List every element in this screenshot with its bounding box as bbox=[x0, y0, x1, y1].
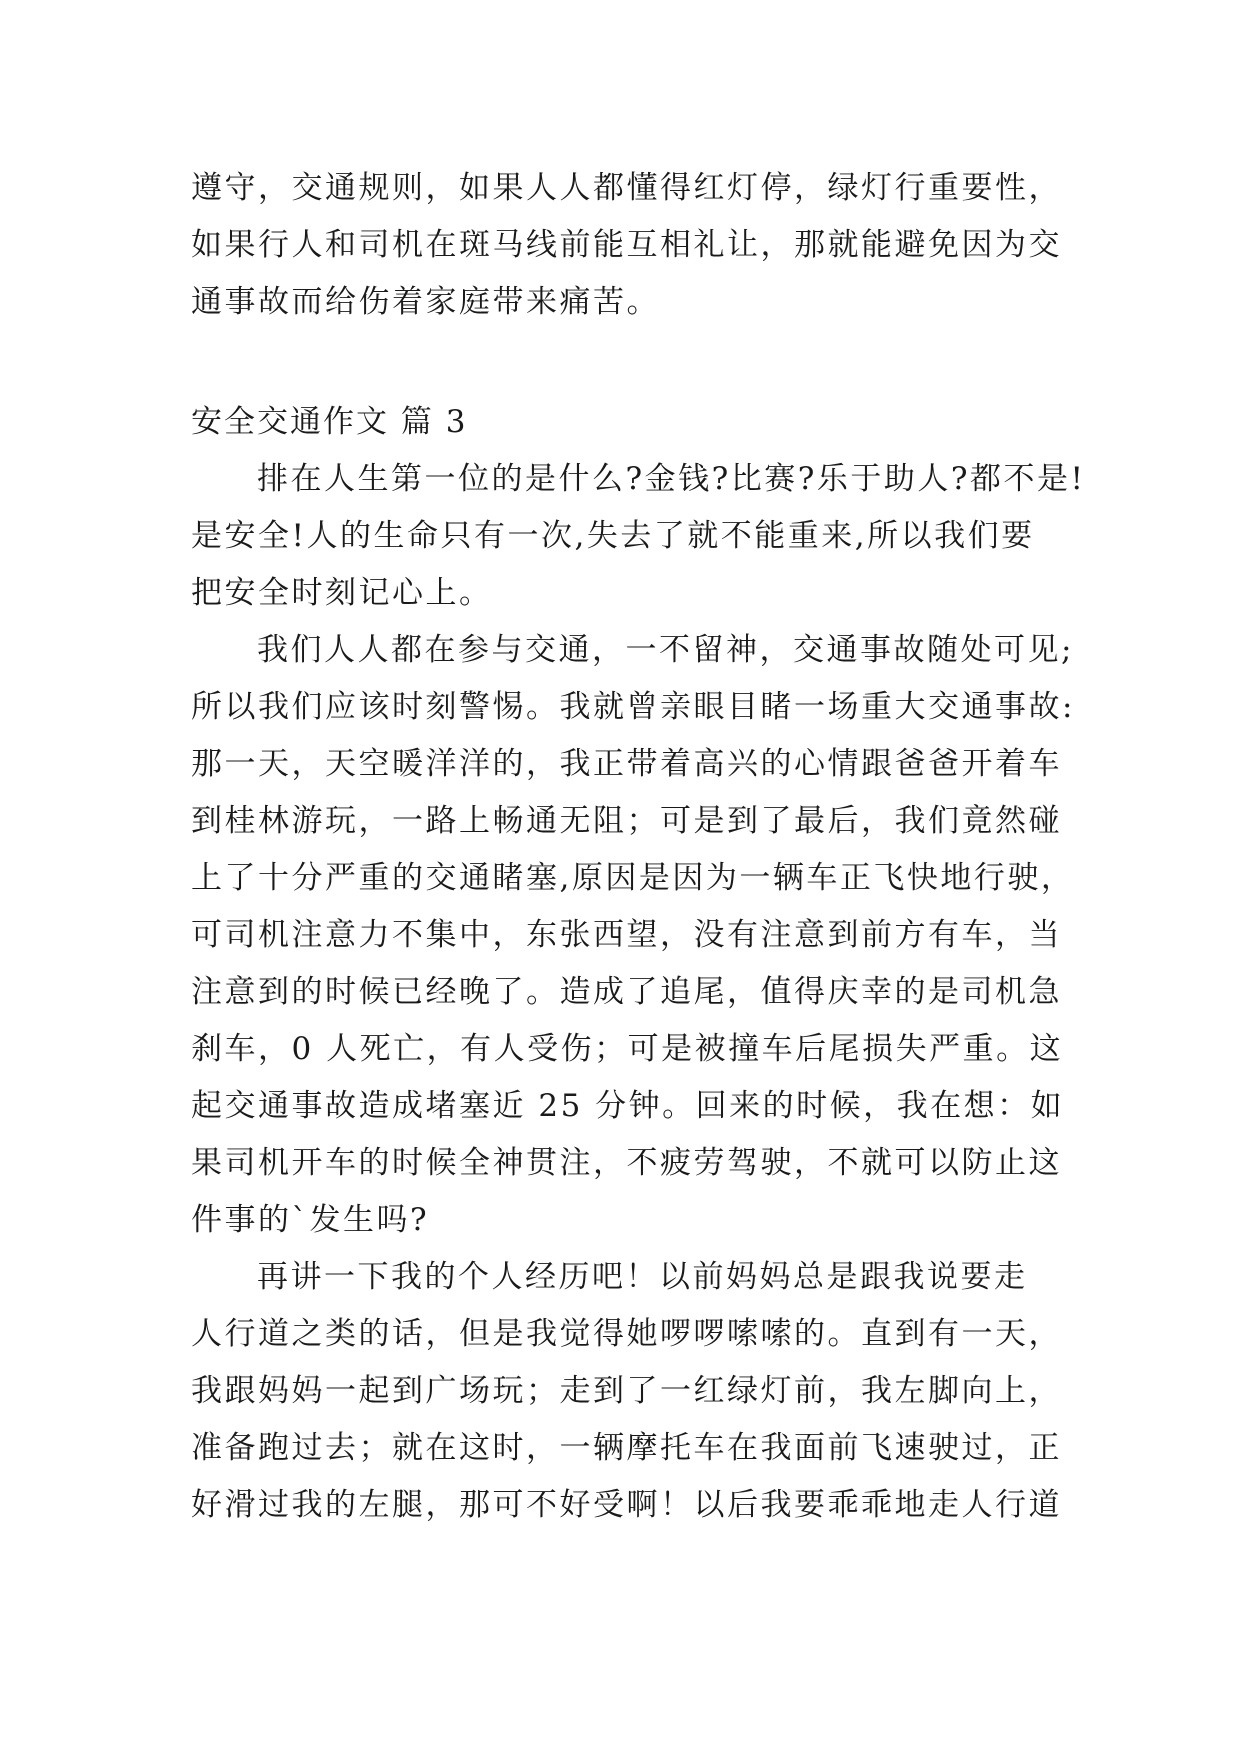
text-line: 注意到的时候已经晚了。造成了追尾，值得庆幸的是司机急 bbox=[191, 974, 1062, 1010]
text-line: 我跟妈妈一起到广场玩；走到了一红绿灯前，我左脚向上， bbox=[191, 1373, 1062, 1409]
text-line: 再讲一下我的个人经历吧！以前妈妈总是跟我说要走 bbox=[257, 1259, 1028, 1295]
text-line: 上了十分严重的交通睹塞,原因是因为一辆车正飞快地行驶， bbox=[191, 860, 1075, 896]
text-line: 起交通事故造成堵塞近 25 分钟。回来的时候，我在想：如 bbox=[191, 1088, 1065, 1124]
text-line: 准备跑过去；就在这时，一辆摩托车在我面前飞速驶过，正 bbox=[191, 1430, 1062, 1466]
text-line: 可司机注意力不集中，东张西望，没有注意到前方有车，当 bbox=[191, 917, 1062, 953]
text-line: 排在人生第一位的是什么?金钱?比赛?乐于助人?都不是! bbox=[257, 461, 1086, 497]
text-line: 通事故而给伤着家庭带来痛苦。 bbox=[191, 284, 660, 320]
text-line: 如果行人和司机在斑马线前能互相礼让，那就能避免因为交 bbox=[191, 227, 1062, 263]
text-line: 刹车，0 人死亡，有人受伤；可是被撞车后尾损失严重。这 bbox=[191, 1031, 1064, 1067]
text-line: 果司机开车的时候全神贯注，不疲劳驾驶，不就可以防止这 bbox=[191, 1145, 1062, 1181]
text-line: 所以我们应该时刻警惕。我就曾亲眼目睹一场重大交通事故: bbox=[191, 689, 1075, 725]
text-line: 到桂林游玩，一路上畅通无阻；可是到了最后，我们竟然碰 bbox=[191, 803, 1062, 839]
text-line: 是安全!人的生命只有一次,失去了就不能重来,所以我们要 bbox=[191, 518, 1035, 554]
text-line: 我们人人都在参与交通，一不留神，交通事故随处可见; bbox=[257, 632, 1074, 668]
text-line: 把安全时刻记心上。 bbox=[191, 575, 493, 611]
text-line: 件事的`发生吗? bbox=[191, 1202, 430, 1238]
text-line: 那一天，天空暖洋洋的，我正带着高兴的心情跟爸爸开着车 bbox=[191, 746, 1062, 782]
section-heading: 安全交通作文 篇 3 bbox=[191, 404, 468, 440]
text-line: 好滑过我的左腿，那可不好受啊！以后我要乖乖地走人行道 bbox=[191, 1487, 1062, 1523]
text-line: 遵守，交通规则，如果人人都懂得红灯停，绿灯行重要性， bbox=[191, 170, 1062, 206]
text-line: 人行道之类的话，但是我觉得她啰啰嗦嗦的。直到有一天， bbox=[191, 1316, 1062, 1352]
